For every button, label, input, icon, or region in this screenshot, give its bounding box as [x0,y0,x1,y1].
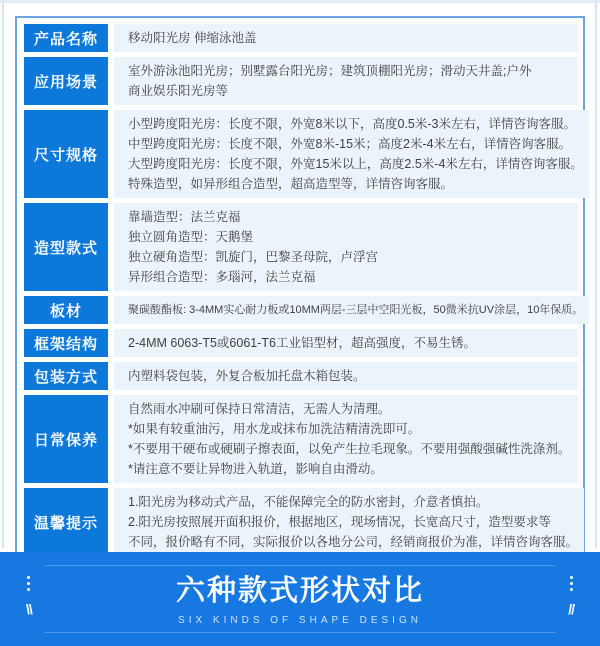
spec-label: 板材 [24,296,108,324]
page-left-edge-line [2,0,4,548]
section-banner [0,552,600,646]
spec-row-application [24,57,578,105]
spec-line: 不同，报价略有不同，实际报价以各地分公司，经销商报价为准，详情咨询客服。 [128,535,579,549]
spec-line: 1.阳光房为移动式产品，不能保障完全的防水密封，介意者慎拍。 [128,495,489,509]
spec-line: 内塑料袋包装，外复合板加托盘木箱包装。 [128,369,366,383]
spec-content [114,24,578,52]
spec-line: 大型跨度阳光房：长度不限，外宽15米以上，高度2.5米-4米左右，详情咨询客服。 [128,157,583,171]
spec-content [114,203,578,291]
spec-content [114,57,578,105]
banner-center [0,568,600,626]
spec-row-size [24,110,583,198]
spec-line: 中型跨度阳光房：长度不限，外宽8米-15米；高度2米-4米左右，详情咨询客服。 [128,137,572,151]
spec-content [114,110,589,198]
banner-bottom-rule [45,632,555,633]
spec-content [114,395,578,483]
spec-line: 移动阳光房 伸缩泳池盖 [128,31,257,45]
spec-label: 尺寸规格 [24,110,108,198]
spec-row-frame-structure [24,329,578,357]
spec-line: 特殊造型，如异形组合造型，超高造型等，详情咨询客服。 [128,177,454,191]
spec-label: 温馨提示 [24,488,108,556]
spec-line: 2-4MM 6063-T5或6061-T6工业铝型材，超高强度，不易生锈。 [128,336,476,350]
spec-row-notice [24,488,578,556]
spec-line: 室外游泳池阳光房；别墅露台阳光房；建筑顶棚阳光房；滑动天井盖;户外 [128,64,532,78]
spec-row-packaging [24,362,578,390]
spec-content [114,329,578,357]
slashes-icon: // [568,601,574,617]
spec-row-maintenance [24,395,578,483]
spec-line: 靠墙造型：法兰克福 [128,210,241,224]
spec-line: 自然雨水冲刷可保持日常清洁，无需人为清理。 [128,402,391,416]
backslashes-icon: \\ [26,601,32,617]
spec-line: 聚碳酸酯板: 3-4MM实心耐力板或10MM两层-三层中空阳光板，50微米抗UV涂层，10年保质。 [128,304,584,316]
spec-label: 造型款式 [24,203,108,291]
banner-subtitle: SIX KINDS OF SHAPE DESIGN [178,615,422,626]
banner-right-decor [568,576,574,617]
product-spec-table [15,16,585,564]
dots-icon [570,576,573,591]
spec-line: 独立硬角造型：凯旋门，巴黎圣母院，卢浮宫 [128,250,379,264]
spec-row-product-name [24,24,578,52]
spec-label: 应用场景 [24,57,108,105]
spec-line: 小型跨度阳光房：长度不限，外宽8米以下，高度0.5米-3米左右，详情咨询客服。 [128,117,576,131]
spec-line: 2.阳光房按照展开面积报价，根据地区，现场情况，长宽高尺寸，造型要求等 [128,515,551,529]
spec-content [114,362,578,390]
spec-line: *请注意不要让异物进入轨道，影响自由滑动。 [128,462,383,476]
spec-label: 框架结构 [24,329,108,357]
spec-line: *不要用干硬布或硬刷子擦表面，以免产生拉毛现象。不要用强酸强碱性洗涤剂。 [128,442,571,456]
page-right-edge-line [595,0,597,548]
spec-row-panel-material [24,296,584,324]
spec-line: 独立圆角造型：天鹅堡 [128,230,254,244]
spec-label: 日常保养 [24,395,108,483]
banner-title: 六种款式形状对比 [175,575,424,607]
page-top-divider [0,0,600,3]
spec-line: 异形组合造型：多瑙河，法兰克福 [128,270,316,284]
spec-line: 商业娱乐阳光房等 [128,84,229,98]
spec-row-shape-style [24,203,578,291]
banner-top-rule [45,565,555,566]
spec-content [114,488,584,556]
spec-line: *如果有较重油污，用水龙或抹布加洗洁精清洗即可。 [128,422,421,436]
spec-label: 产品名称 [24,24,108,52]
spec-content [114,296,589,324]
spec-label: 包装方式 [24,362,108,390]
